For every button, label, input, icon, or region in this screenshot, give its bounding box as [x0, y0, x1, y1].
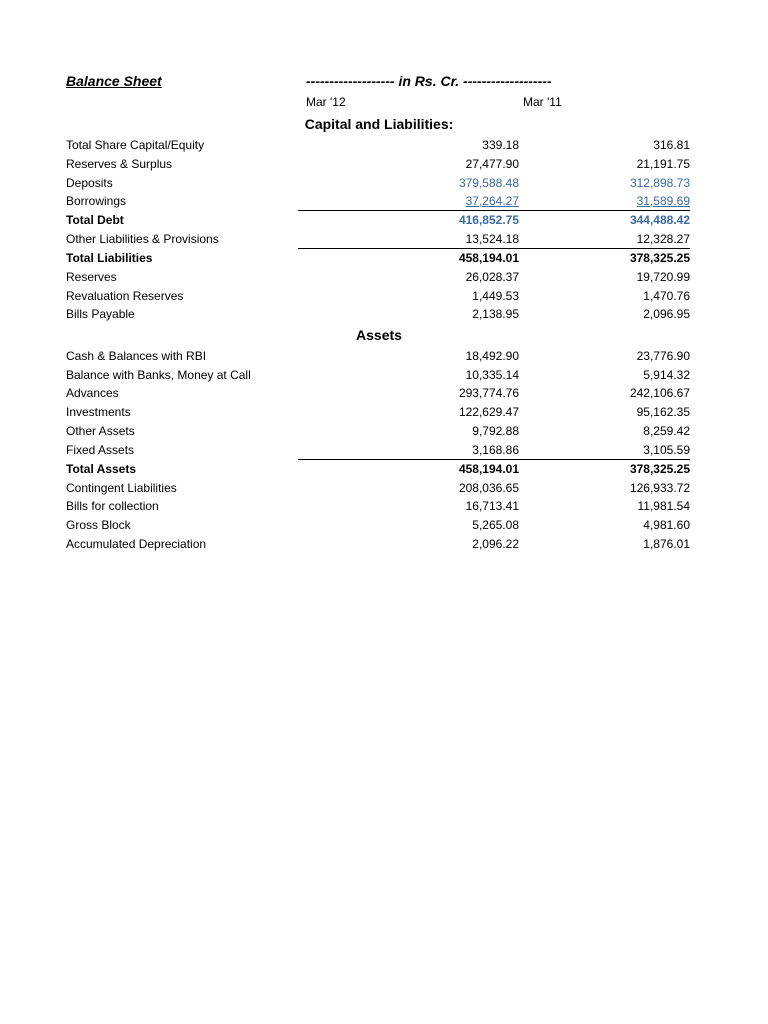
column-header-mar12: Mar '12 [306, 95, 346, 109]
table-row [0, 155, 768, 173]
table-row [0, 268, 768, 286]
row-label: Revaluation Reserves [66, 289, 184, 303]
table-row [0, 211, 768, 229]
value-mar12: 26,028.37 [465, 270, 519, 284]
row-label: Total Liabilities [66, 251, 153, 265]
table-row [0, 174, 768, 192]
value-mar11: 12,328.27 [636, 232, 690, 246]
value-mar11: 21,191.75 [636, 157, 690, 171]
value-mar12: 10,335.14 [465, 368, 519, 382]
table-row [0, 249, 768, 267]
row-label: Deposits [66, 176, 113, 190]
row-label: Fixed Assets [66, 443, 135, 457]
value-mar12: 208,036.65 [458, 481, 519, 495]
table-row [0, 497, 768, 515]
value-mar11: 95,162.35 [636, 405, 690, 419]
row-label: Total Debt [66, 213, 124, 227]
value-mar11: 316.81 [653, 138, 690, 152]
sheet-title: Balance Sheet [66, 73, 162, 89]
value-mar12: 2,138.95 [472, 307, 519, 321]
value-mar12: 416,852.75 [458, 213, 519, 227]
value-mar11: 126,933.72 [629, 481, 690, 495]
row-label: Accumulated Depreciation [66, 537, 207, 551]
row-label: Contingent Liabilities [66, 481, 177, 495]
row-label: Gross Block [66, 518, 131, 532]
value-mar11: 378,325.25 [629, 251, 690, 265]
value-mar11: 8,259.42 [643, 424, 690, 438]
table-row [0, 422, 768, 440]
value-mar11: 378,325.25 [629, 462, 690, 476]
row-label: Investments [66, 405, 131, 419]
row-label: Other Liabilities & Provisions [66, 232, 219, 246]
value-mar12: 16,713.41 [465, 499, 519, 513]
value-mar12: 339.18 [482, 138, 519, 152]
value-mar11: 3,105.59 [643, 443, 690, 457]
value-mar11: 344,488.42 [629, 213, 690, 227]
row-label: Advances [66, 386, 119, 400]
value-mar12: 2,096.22 [472, 537, 519, 551]
value-mar11: 19,720.99 [636, 270, 690, 284]
units-header: ------------------- in Rs. Cr. ------------------- [306, 73, 552, 89]
value-mar12: 1,449.53 [472, 289, 519, 303]
value-mar12: 293,774.76 [458, 386, 519, 400]
value-mar12: 18,492.90 [465, 349, 519, 363]
table-row [0, 366, 768, 384]
value-mar11: 242,106.67 [629, 386, 690, 400]
table-row [0, 136, 768, 154]
value-mar12: 13,524.18 [465, 232, 519, 246]
row-label: Other Assets [66, 424, 135, 438]
table-row [0, 516, 768, 534]
value-mar11: 312,898.73 [629, 176, 690, 190]
row-label: Bills Payable [66, 307, 135, 321]
value-mar12: 37,264.27 [465, 194, 519, 208]
row-label: Reserves & Surplus [66, 157, 173, 171]
value-mar11: 5,914.32 [643, 368, 690, 382]
value-mar11: 1,876.01 [643, 537, 690, 551]
row-label: Cash & Balances with RBI [66, 349, 207, 363]
value-mar12: 9,792.88 [472, 424, 519, 438]
section-capital-and-liabilities: Capital and Liabilities: [304, 116, 454, 132]
section-assets: Assets [356, 327, 402, 343]
value-mar12: 122,629.47 [458, 405, 519, 419]
row-label: Balance with Banks, Money at Call [66, 368, 251, 382]
table-row [0, 479, 768, 497]
value-mar12: 379,588.48 [458, 176, 519, 190]
table-row [0, 460, 768, 478]
table-row [0, 403, 768, 421]
value-mar12: 458,194.01 [458, 251, 519, 265]
value-mar11: 31,589.69 [636, 194, 690, 208]
row-label: Total Share Capital/Equity [66, 138, 205, 152]
value-mar11: 4,981.60 [643, 518, 690, 532]
row-label: Reserves [66, 270, 117, 284]
value-mar12: 458,194.01 [458, 462, 519, 476]
row-label: Total Assets [66, 462, 137, 476]
table-row [0, 305, 768, 323]
column-header-mar11: Mar '11 [523, 95, 562, 109]
table-row [0, 441, 768, 459]
row-label: Bills for collection [66, 499, 159, 513]
value-mar11: 1,470.76 [643, 289, 690, 303]
value-mar11: 2,096.95 [643, 307, 690, 321]
table-row [0, 230, 768, 248]
value-mar12: 3,168.86 [472, 443, 519, 457]
table-row [0, 384, 768, 402]
value-mar11: 23,776.90 [636, 349, 690, 363]
value-mar12: 27,477.90 [465, 157, 519, 171]
row-label: Borrowings [66, 194, 127, 208]
table-row [0, 535, 768, 553]
table-row [0, 347, 768, 365]
value-mar12: 5,265.08 [472, 518, 519, 532]
value-mar11: 11,981.54 [637, 499, 690, 513]
table-row [0, 192, 768, 210]
table-row [0, 287, 768, 305]
